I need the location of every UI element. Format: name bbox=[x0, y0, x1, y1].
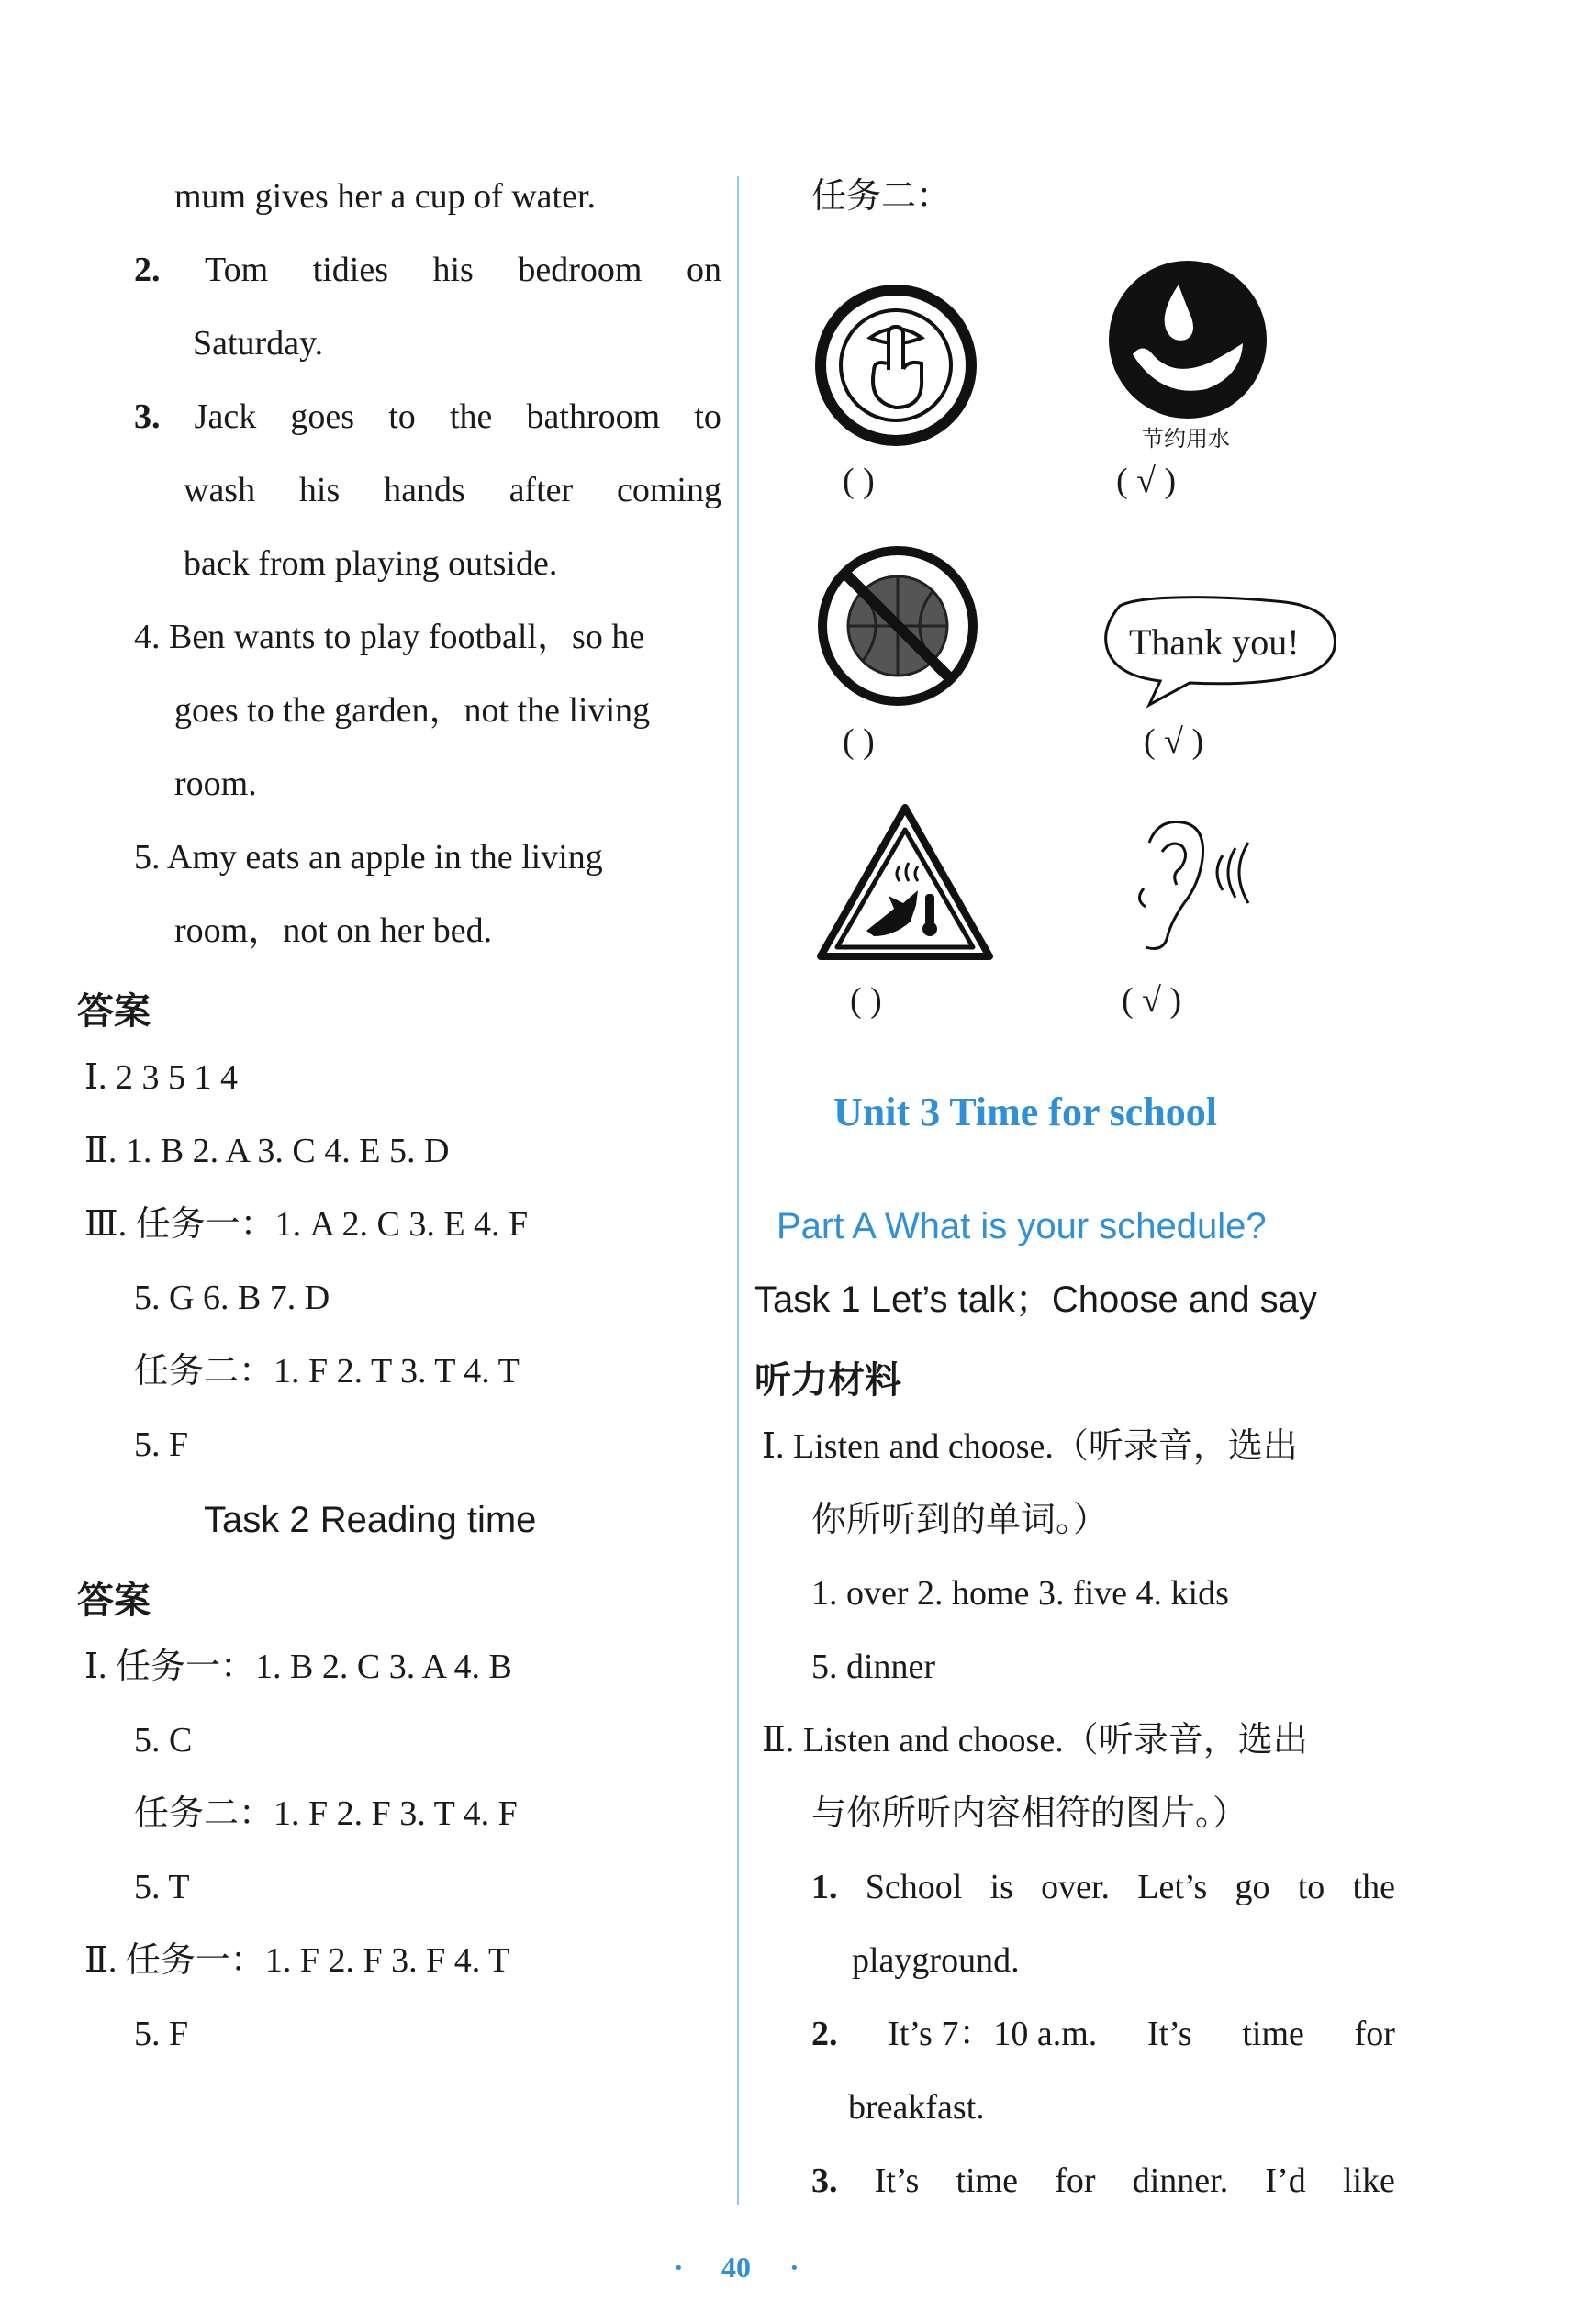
no-basketball-sign-icon bbox=[815, 543, 980, 709]
word: time bbox=[956, 2162, 1019, 2200]
section-heading: Task 2 Reading time bbox=[204, 1500, 537, 1540]
word: It’s bbox=[874, 2162, 920, 2200]
answer-line: 5. G 6. B 7. D bbox=[134, 1279, 330, 1317]
word: It’s bbox=[1147, 2015, 1192, 2053]
ear-listening-icon bbox=[1122, 815, 1287, 962]
answer-heading: 答案 bbox=[77, 990, 151, 1033]
answer-mark: ( √ ) bbox=[1144, 722, 1204, 761]
sign-caption: 节约用水 bbox=[1142, 427, 1230, 452]
word: on bbox=[686, 251, 721, 289]
word: Tom bbox=[205, 251, 269, 289]
listening-heading: 听力材料 bbox=[754, 1359, 901, 1402]
text-line: mum gives her a cup of water. bbox=[174, 177, 597, 216]
text-line-justified bbox=[134, 395, 721, 439]
answer-mark: ( √ ) bbox=[1122, 981, 1182, 1020]
answer-mark: ( √ ) bbox=[1116, 462, 1177, 500]
answer-mark: ( ) bbox=[850, 981, 882, 1020]
word: hands bbox=[384, 471, 465, 509]
word: It’s 7：10 a.m. bbox=[888, 2015, 1098, 2053]
word: I’d bbox=[1265, 2162, 1306, 2200]
answer-heading: 答案 bbox=[77, 1580, 151, 1622]
save-water-sign-icon bbox=[1105, 255, 1270, 420]
word: over. bbox=[1041, 1868, 1111, 1906]
answer-line: 任务二：1. F 2. F 3. T 4. F bbox=[134, 1794, 518, 1833]
text-line: back from playing outside. bbox=[184, 544, 558, 583]
hot-warning-sign-icon bbox=[815, 802, 995, 964]
speech-text: Thank you! bbox=[1129, 621, 1300, 663]
word: to bbox=[694, 397, 721, 436]
item-number: 3. bbox=[811, 2162, 838, 2200]
item-number: 3. bbox=[134, 397, 161, 436]
word: Jack bbox=[194, 397, 257, 436]
word: go bbox=[1235, 1868, 1270, 1906]
listening-line: 5. dinner bbox=[811, 1648, 936, 1686]
answer-mark: ( ) bbox=[843, 462, 875, 500]
item-number: 2. bbox=[134, 251, 161, 289]
text-line: Saturday. bbox=[193, 324, 324, 363]
answer-line: 5. C bbox=[134, 1721, 193, 1760]
listening-line-justified bbox=[811, 1865, 1395, 1909]
text-line: goes to the garden，not the living bbox=[174, 691, 651, 730]
word: School bbox=[865, 1868, 963, 1906]
listening-line: Ⅱ. Listen and choose.（听录音，选出 bbox=[762, 1721, 1308, 1760]
word: bathroom bbox=[526, 397, 661, 436]
answer-line: Ⅱ. 任务一：1. F 2. F 3. F 4. T bbox=[84, 1941, 510, 1980]
quiet-sign-icon bbox=[813, 283, 978, 448]
word: Let’s bbox=[1137, 1868, 1208, 1906]
part-title: Part A What is your schedule? bbox=[777, 1206, 1267, 1246]
word: tidies bbox=[312, 251, 388, 289]
word: his bbox=[432, 251, 474, 289]
item-number: 1. bbox=[811, 1868, 838, 1906]
answer-line: 5. F bbox=[134, 2015, 189, 2053]
unit-title: Unit 3 Time for school bbox=[833, 1089, 1218, 1134]
text-line: 4. Ben wants to play football，so he bbox=[134, 618, 645, 656]
word: coming bbox=[616, 471, 721, 509]
answer-line: Ⅲ. 任务一：1. A 2. C 3. E 4. F bbox=[84, 1205, 529, 1244]
answer-line: Ⅰ. 2 3 5 1 4 bbox=[84, 1058, 239, 1097]
word: the bbox=[1352, 1868, 1395, 1906]
listening-line-justified bbox=[811, 2012, 1395, 2056]
text-line: room，not on her bed. bbox=[174, 911, 493, 950]
listening-line: 与你所听内容相符的图片。） bbox=[811, 1794, 1248, 1833]
text-line-justified bbox=[134, 248, 721, 292]
word: for bbox=[1055, 2162, 1096, 2200]
listening-line: breakfast. bbox=[848, 2088, 985, 2127]
word: after bbox=[509, 471, 574, 509]
word: bedroom bbox=[518, 251, 643, 289]
word: to bbox=[388, 397, 416, 436]
text-line-justified bbox=[184, 468, 721, 512]
answer-line: Ⅱ. 1. B 2. A 3. C 4. E 5. D bbox=[84, 1132, 450, 1170]
item-number: 2. bbox=[811, 2015, 838, 2053]
text-line: room. bbox=[174, 765, 257, 803]
word: the bbox=[449, 397, 493, 436]
task-label: 任务二： bbox=[811, 177, 952, 216]
task-heading: Task 1 Let’s talk；Choose and say bbox=[754, 1279, 1317, 1320]
word: time bbox=[1242, 2015, 1304, 2053]
page-dot-left: · bbox=[674, 2251, 684, 2284]
page-dot-right: · bbox=[789, 2251, 799, 2284]
listening-line-justified bbox=[811, 2159, 1395, 2203]
column-divider bbox=[737, 176, 739, 2205]
word: like bbox=[1342, 2162, 1395, 2200]
answer-line: Ⅰ. 任务一：1. B 2. C 3. A 4. B bbox=[84, 1648, 512, 1686]
word: to bbox=[1297, 1868, 1325, 1906]
word: is bbox=[989, 1868, 1013, 1906]
text-line: 5. Amy eats an apple in the living bbox=[134, 838, 603, 877]
answer-line: 5. T bbox=[134, 1868, 190, 1906]
word: goes bbox=[290, 397, 355, 436]
answer-line: 5. F bbox=[134, 1425, 189, 1464]
answer-line: 任务二：1. F 2. T 3. T 4. T bbox=[134, 1352, 520, 1391]
listening-line: playground. bbox=[852, 1941, 1020, 1980]
answer-mark: ( ) bbox=[843, 722, 875, 761]
word: for bbox=[1354, 2015, 1395, 2053]
page-number: 40 bbox=[721, 2251, 751, 2284]
listening-line: Ⅰ. Listen and choose.（听录音，选出 bbox=[762, 1427, 1298, 1466]
word: his bbox=[298, 471, 341, 509]
word: wash bbox=[184, 471, 256, 509]
listening-line: 1. over 2. home 3. five 4. kids bbox=[811, 1574, 1229, 1613]
listening-line: 你所听到的单词。） bbox=[811, 1501, 1109, 1539]
word: dinner. bbox=[1132, 2162, 1229, 2200]
